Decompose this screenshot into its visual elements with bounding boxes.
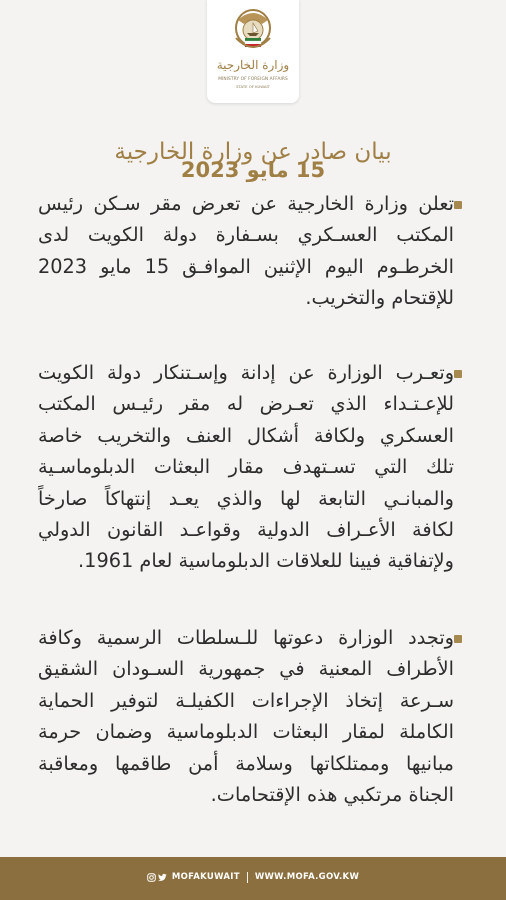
paragraph-2 <box>38 357 454 577</box>
website-link[interactable]: WWW.MOFA.GOV.KW <box>254 872 360 882</box>
statement-date: 15 مايو 2023 <box>180 158 326 182</box>
social-handle[interactable]: MOFAKUWAIT <box>171 872 240 882</box>
paragraph-1 <box>38 188 454 314</box>
paragraph-line: المكتب العسـكري بسـفارة دولة الكويت لدى <box>38 223 454 247</box>
paragraph-line: ولإتفاقية فيينا للعلاقات الدبلوماسية لعام 1961. <box>78 549 454 573</box>
paragraph-line: وتجدد الوزارة دعوتها للـسلطات الرسمية وكافة <box>38 626 454 649</box>
instagram-icon[interactable] <box>147 873 156 882</box>
logo-name-english: MINISTRY OF FOREIGN AFFAIRS <box>218 77 288 82</box>
kuwait-emblem-icon <box>232 8 274 56</box>
paragraph-line: لكافة الأعـراف الدولية وقواعـد القانون الدولي <box>38 517 454 541</box>
logo-name-arabic: وزارة الخارجية <box>216 58 290 72</box>
footer-divider <box>247 872 248 883</box>
paragraph-line: الجناة مرتكبي هذه الإقتحامات. <box>210 782 454 806</box>
logo-country-english: STATE OF KUWAIT <box>236 84 270 89</box>
bullet-paragraph-2 <box>454 370 462 378</box>
paragraph-line: للإعـتـداء الذي تعـرض له مقر رئيـس المكتب <box>38 392 454 416</box>
bullet-paragraph-1 <box>454 201 462 209</box>
paragraph-line: الكاملة لمقار البعثات الدبلوماسية وضمان حرمة <box>38 720 454 744</box>
paragraph-line: تلك التي تسـتهدف مقار البعثات الدبلوماسـية <box>38 455 454 479</box>
logo-tab <box>207 0 299 103</box>
paragraph-line: للإقتحام والتخريب. <box>305 286 454 310</box>
paragraph-line: العسكري ولكافة أشكال العنف والتخريب خاصة <box>38 423 454 447</box>
paragraph-line: الخرطـوم اليوم الإثنين الموافـق 15 مايو 2023 <box>38 254 454 278</box>
paragraph-line: وتعـرب الوزارة عن إدانة وإسـتنكار دولة الكويت <box>38 361 454 384</box>
footer-contact <box>143 863 363 891</box>
bullet-paragraph-3 <box>454 635 462 643</box>
paragraph-3 <box>38 622 454 810</box>
paragraph-line: مبانيها وممتلكاتها وسلامة أمن طاقمها ومعاقبة <box>38 751 454 775</box>
statement-title: بيان صادر عن وزارة الخارجية <box>114 139 392 165</box>
paragraph-line: والمبانـي التابعة لها والذي يعـد إنتهاكاً صارخاً <box>38 486 454 510</box>
paragraph-line: سـرعة إتخاذ الإجراءات الكفيلـة لتوفير الحماية <box>38 688 454 712</box>
paragraph-line: الأطراف المعنية في جمهورية السـودان الشقيق <box>38 657 454 681</box>
twitter-icon[interactable] <box>158 873 167 882</box>
paragraph-line: تعلن وزارة الخارجية عن تعرض مقر سـكن رئيس <box>38 192 454 215</box>
